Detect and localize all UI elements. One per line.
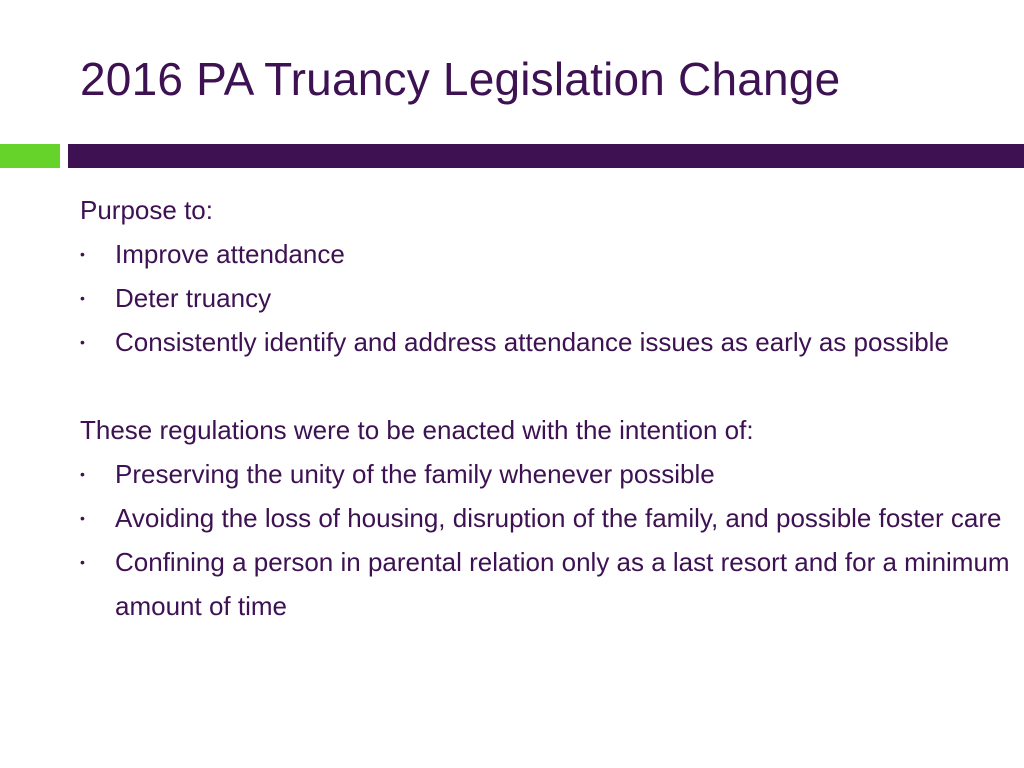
list-item xyxy=(80,540,1015,628)
bullet-icon: • xyxy=(80,510,85,526)
bullet-icon: • xyxy=(80,466,85,482)
slide-body xyxy=(80,188,1015,628)
list-item xyxy=(80,320,1015,364)
list-item xyxy=(80,232,1015,276)
accent-bar-purple xyxy=(68,144,1024,168)
bullet-text: Confining a person in parental relation only as a last resort and for a minimum amount of time xyxy=(115,547,1010,621)
bullet-icon: • xyxy=(80,334,85,350)
list-item xyxy=(80,496,1015,540)
list-item xyxy=(80,276,1015,320)
bullet-text: Improve attendance xyxy=(115,239,345,269)
bullet-text: Deter truancy xyxy=(115,283,272,313)
bullet-text: Consistently identify and address attendance issues as early as possible xyxy=(115,327,949,357)
bullet-text: Preserving the unity of the family whenever possible xyxy=(115,459,715,489)
accent-bar-green xyxy=(0,144,60,168)
section-heading-purpose: Purpose to: xyxy=(80,195,213,225)
bullet-text: Avoiding the loss of housing, disruption of the family, and possible foster care xyxy=(115,503,1002,533)
bullet-icon: • xyxy=(80,246,85,262)
intention-bullet-list xyxy=(80,452,1015,628)
section-heading-intention: These regulations were to be enacted with the intention of: xyxy=(80,415,754,445)
bullet-icon: • xyxy=(80,290,85,306)
purpose-bullet-list xyxy=(80,232,1015,364)
list-item xyxy=(80,452,1015,496)
slide-title: 2016 PA Truancy Legislation Change xyxy=(80,53,841,105)
bullet-icon: • xyxy=(80,554,85,570)
section-spacer xyxy=(80,364,1015,408)
